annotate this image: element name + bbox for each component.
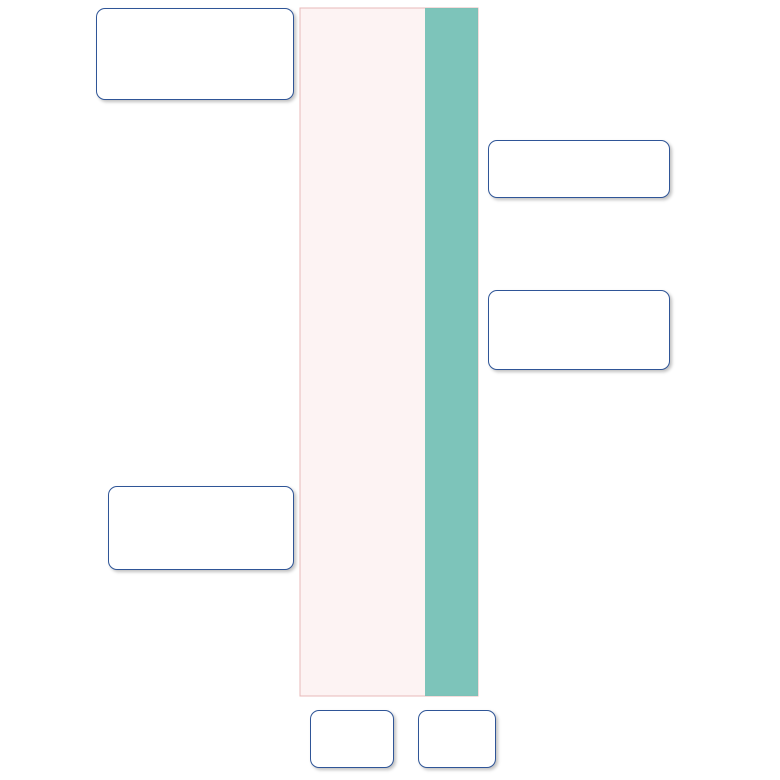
- green-zone: [425, 8, 478, 696]
- callout-bias: [488, 140, 670, 198]
- callout-parallel: [108, 486, 294, 570]
- callout-parallel-12: [418, 710, 496, 768]
- callout-parallel-10-15: [310, 710, 394, 768]
- callout-material: [96, 8, 294, 100]
- callout-green-zone: [488, 290, 670, 370]
